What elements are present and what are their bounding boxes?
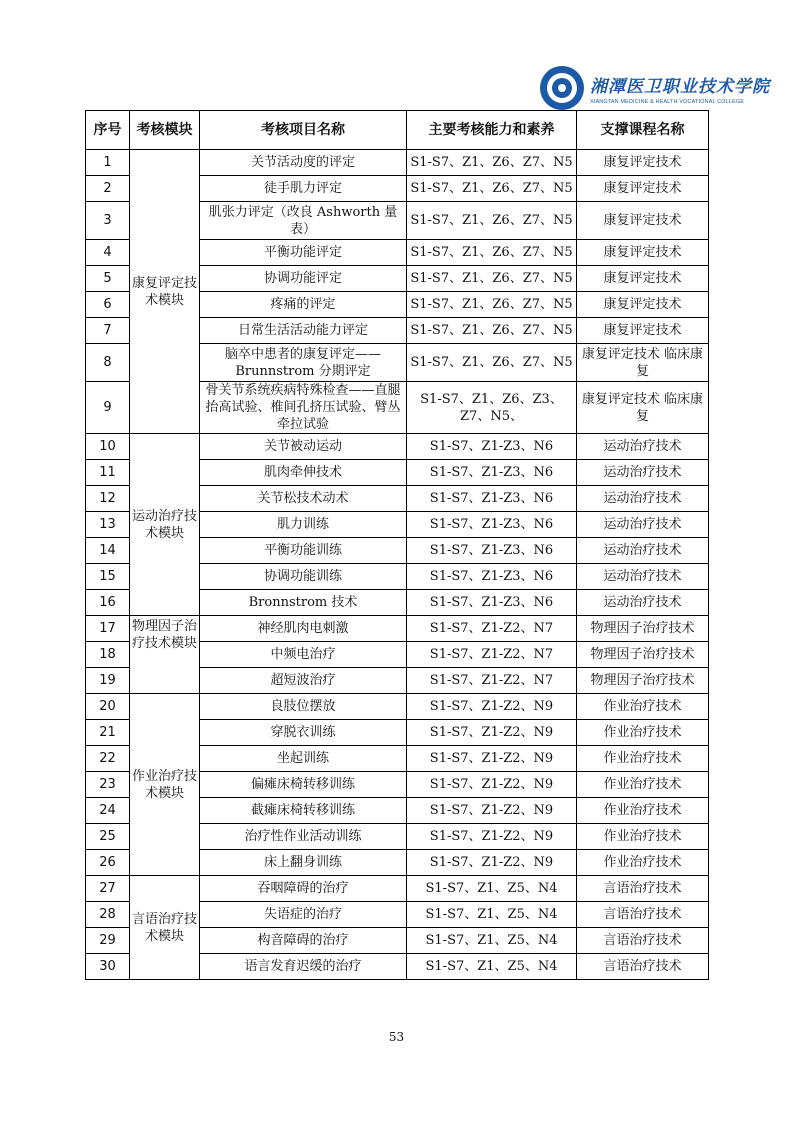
course-cell: 康复评定技术	[577, 176, 709, 202]
item-name: 脑卒中患者的康复评定——Brunnstrom 分期评定	[200, 344, 407, 382]
ability-cell: S1-S7、Z1、Z6、Z7、N5	[407, 318, 577, 344]
module-cell: 作业治疗技术模块	[130, 694, 200, 876]
course-cell: 作业治疗技术	[577, 798, 709, 824]
module-cell: 运动治疗技术模块	[130, 434, 200, 616]
ability-cell: S1-S7、Z1、Z6、Z7、N5	[407, 150, 577, 176]
item-name: 肌张力评定（改良 Ashworth 量表）	[200, 202, 407, 240]
row-number: 13	[86, 512, 130, 538]
row-number: 26	[86, 850, 130, 876]
ability-cell: S1-S7、Z1、Z6、Z3、Z7、N5、	[407, 382, 577, 434]
ability-cell: S1-S7、Z1-Z3、N6	[407, 460, 577, 486]
course-cell: 运动治疗技术	[577, 590, 709, 616]
row-number: 15	[86, 564, 130, 590]
course-cell: 言语治疗技术	[577, 876, 709, 902]
item-name: 徒手肌力评定	[200, 176, 407, 202]
course-cell: 言语治疗技术	[577, 902, 709, 928]
ability-cell: S1-S7、Z1、Z5、N4	[407, 902, 577, 928]
course-cell: 运动治疗技术	[577, 564, 709, 590]
header-ability: 主要考核能力和素养	[407, 111, 577, 150]
item-name: 关节活动度的评定	[200, 150, 407, 176]
row-number: 9	[86, 382, 130, 434]
ability-cell: S1-S7、Z1-Z2、N9	[407, 746, 577, 772]
course-cell: 运动治疗技术	[577, 538, 709, 564]
row-number: 22	[86, 746, 130, 772]
row-number: 14	[86, 538, 130, 564]
item-name: 骨关节系统疾病特殊检查——直腿抬高试验、椎间孔挤压试验、臂丛牵拉试验	[200, 382, 407, 434]
course-cell: 运动治疗技术	[577, 434, 709, 460]
assessment-table	[85, 110, 709, 980]
course-cell: 物理因子治疗技术	[577, 668, 709, 694]
ability-cell: S1-S7、Z1-Z2、N7	[407, 668, 577, 694]
row-number: 2	[86, 176, 130, 202]
course-cell: 康复评定技术 临床康复	[577, 344, 709, 382]
course-cell: 物理因子治疗技术	[577, 642, 709, 668]
row-number: 20	[86, 694, 130, 720]
item-name: 日常生活活动能力评定	[200, 318, 407, 344]
row-number: 19	[86, 668, 130, 694]
item-name: 关节松技术动术	[200, 486, 407, 512]
college-logo	[540, 64, 770, 112]
row-number: 4	[86, 240, 130, 266]
ability-cell: S1-S7、Z1、Z6、Z7、N5	[407, 176, 577, 202]
ability-cell: S1-S7、Z1-Z3、N6	[407, 590, 577, 616]
item-name: 肌肉牵伸技术	[200, 460, 407, 486]
ability-cell: S1-S7、Z1-Z3、N6	[407, 564, 577, 590]
course-cell: 康复评定技术	[577, 150, 709, 176]
row-number: 27	[86, 876, 130, 902]
ability-cell: S1-S7、Z1-Z3、N6	[407, 486, 577, 512]
item-name: 关节被动运动	[200, 434, 407, 460]
course-cell: 言语治疗技术	[577, 928, 709, 954]
item-name: 治疗性作业活动训练	[200, 824, 407, 850]
item-name: 偏瘫床椅转移训练	[200, 772, 407, 798]
ability-cell: S1-S7、Z1-Z2、N9	[407, 798, 577, 824]
row-number: 17	[86, 616, 130, 642]
row-number: 16	[86, 590, 130, 616]
logo-english-name: XIANGTAN MEDICINE & HEALTH VOCATIONAL COLLEGE	[590, 98, 745, 105]
ability-cell: S1-S7、Z1、Z5、N4	[407, 928, 577, 954]
module-cell: 康复评定技术模块	[130, 150, 200, 434]
ability-cell: S1-S7、Z1-Z2、N9	[407, 720, 577, 746]
ability-cell: S1-S7、Z1-Z3、N6	[407, 538, 577, 564]
table-row	[86, 876, 709, 902]
ability-cell: S1-S7、Z1-Z2、N9	[407, 694, 577, 720]
row-number: 24	[86, 798, 130, 824]
row-number: 6	[86, 292, 130, 318]
item-name: 协调功能训练	[200, 564, 407, 590]
ability-cell: S1-S7、Z1-Z2、N9	[407, 824, 577, 850]
row-number: 8	[86, 344, 130, 382]
table-row	[86, 150, 709, 176]
item-name: 疼痛的评定	[200, 292, 407, 318]
course-cell: 康复评定技术	[577, 202, 709, 240]
item-name: 坐起训练	[200, 746, 407, 772]
item-name: 平衡功能训练	[200, 538, 407, 564]
table-row	[86, 616, 709, 642]
row-number: 30	[86, 954, 130, 980]
ability-cell: S1-S7、Z1、Z6、Z7、N5	[407, 344, 577, 382]
module-cell: 物理因子治疗技术模块	[130, 616, 200, 694]
module-cell: 言语治疗技术模块	[130, 876, 200, 980]
course-cell: 作业治疗技术	[577, 824, 709, 850]
ability-cell: S1-S7、Z1、Z6、Z7、N5	[407, 292, 577, 318]
item-name: 肌力训练	[200, 512, 407, 538]
course-cell: 作业治疗技术	[577, 720, 709, 746]
row-number: 29	[86, 928, 130, 954]
row-number: 28	[86, 902, 130, 928]
ability-cell: S1-S7、Z1-Z2、N7	[407, 616, 577, 642]
course-cell: 作业治疗技术	[577, 772, 709, 798]
course-cell: 言语治疗技术	[577, 954, 709, 980]
page-number: 53	[388, 1030, 405, 1044]
row-number: 11	[86, 460, 130, 486]
item-name: 构音障碍的治疗	[200, 928, 407, 954]
row-number: 7	[86, 318, 130, 344]
table-row	[86, 434, 709, 460]
ability-cell: S1-S7、Z1-Z2、N7	[407, 642, 577, 668]
course-cell: 康复评定技术	[577, 266, 709, 292]
row-number: 21	[86, 720, 130, 746]
item-name: 协调功能评定	[200, 266, 407, 292]
course-cell: 物理因子治疗技术	[577, 616, 709, 642]
ability-cell: S1-S7、Z1、Z6、Z7、N5	[407, 240, 577, 266]
ability-cell: S1-S7、Z1、Z5、N4	[407, 876, 577, 902]
header-seq: 序号	[86, 111, 130, 150]
ability-cell: S1-S7、Z1-Z3、N6	[407, 434, 577, 460]
item-name: 床上翻身训练	[200, 850, 407, 876]
row-number: 23	[86, 772, 130, 798]
ability-cell: S1-S7、Z1、Z6、Z7、N5	[407, 266, 577, 292]
row-number: 3	[86, 202, 130, 240]
logo-chinese-name: 湘潭医卫职业技术学院	[590, 76, 770, 97]
item-name: 语言发育迟缓的治疗	[200, 954, 407, 980]
course-cell: 作业治疗技术	[577, 694, 709, 720]
table-header-row	[86, 111, 709, 150]
course-cell: 康复评定技术 临床康复	[577, 382, 709, 434]
course-cell: 康复评定技术	[577, 240, 709, 266]
row-number: 25	[86, 824, 130, 850]
item-name: 失语症的治疗	[200, 902, 407, 928]
row-number: 18	[86, 642, 130, 668]
course-cell: 运动治疗技术	[577, 460, 709, 486]
header-course: 支撑课程名称	[577, 111, 709, 150]
item-name: 截瘫床椅转移训练	[200, 798, 407, 824]
item-name: 神经肌肉电刺激	[200, 616, 407, 642]
course-cell: 作业治疗技术	[577, 850, 709, 876]
item-name: 中频电治疗	[200, 642, 407, 668]
item-name: 吞咽障碍的治疗	[200, 876, 407, 902]
college-seal-icon	[540, 66, 584, 110]
item-name: 平衡功能评定	[200, 240, 407, 266]
row-number: 10	[86, 434, 130, 460]
ability-cell: S1-S7、Z1、Z5、N4	[407, 954, 577, 980]
course-cell: 运动治疗技术	[577, 512, 709, 538]
ability-cell: S1-S7、Z1-Z2、N9	[407, 772, 577, 798]
item-name: 超短波治疗	[200, 668, 407, 694]
header-module: 考核模块	[130, 111, 200, 150]
course-cell: 作业治疗技术	[577, 746, 709, 772]
table-row	[86, 694, 709, 720]
row-number: 12	[86, 486, 130, 512]
item-name: Bronnstrom 技术	[200, 590, 407, 616]
course-cell: 运动治疗技术	[577, 486, 709, 512]
item-name: 良肢位摆放	[200, 694, 407, 720]
course-cell: 康复评定技术	[577, 318, 709, 344]
row-number: 1	[86, 150, 130, 176]
ability-cell: S1-S7、Z1、Z6、Z7、N5	[407, 202, 577, 240]
course-cell: 康复评定技术	[577, 292, 709, 318]
ability-cell: S1-S7、Z1-Z2、N9	[407, 850, 577, 876]
ability-cell: S1-S7、Z1-Z3、N6	[407, 512, 577, 538]
header-item: 考核项目名称	[200, 111, 407, 150]
row-number: 5	[86, 266, 130, 292]
item-name: 穿脱衣训练	[200, 720, 407, 746]
